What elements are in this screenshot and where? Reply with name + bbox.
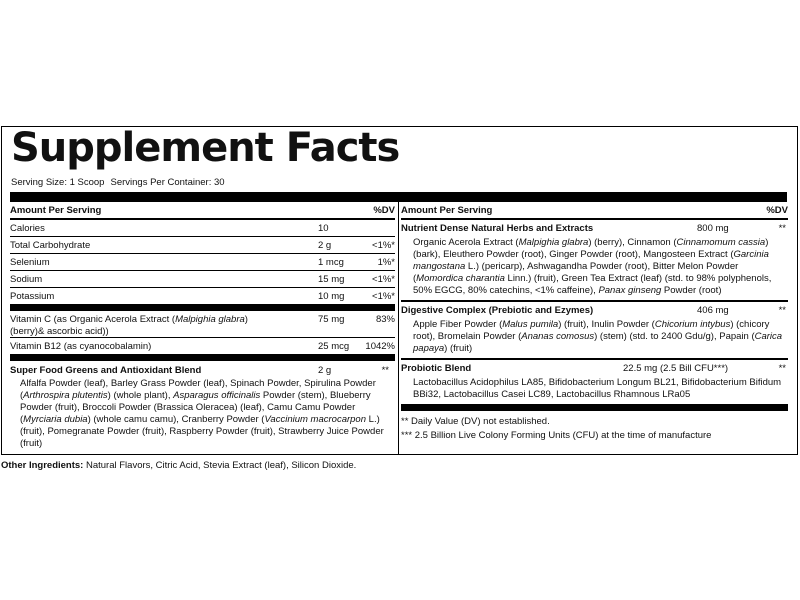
nutrient-dv: <1%*	[372, 240, 395, 251]
section-rule	[401, 358, 788, 360]
text-part: L.) (fruit), Pomegranate Powder (fruit), Raspberry Powder (fruit), Strawberry Juice Powder (fruit)	[20, 414, 384, 449]
nutrient-amount: 75 mg	[318, 314, 345, 325]
dv-heading: %DV	[766, 205, 788, 216]
text-part: ) (berry), Cinnamon (	[588, 237, 677, 248]
text-part: (berry)& ascorbic acid))	[10, 326, 109, 337]
other-ingredients-text: Natural Flavors, Citric Acid, Stevia Extract (leaf), Silicon Dioxide.	[85, 460, 357, 471]
blend-amount: 800 mg	[697, 223, 729, 234]
nutrient-name	[10, 314, 290, 338]
text-part: Alfalfa Powder (leaf), Barley Grass Powder (leaf), Spinach Powder, Spirulina Powder (	[20, 378, 376, 401]
nutrient-dv: <1%*	[372, 291, 395, 302]
nutrient-name: Potassium	[10, 291, 55, 302]
nutrient-amount: 1 mcg	[318, 257, 344, 268]
nutrient-amount: 25 mcg	[318, 341, 350, 352]
blend-row-herbs	[401, 223, 788, 237]
text-part: ) (fruit), Inulin Powder (	[558, 319, 655, 330]
nutrient-row-sodium	[10, 271, 395, 287]
section-thick-rule	[10, 304, 395, 311]
amount-per-serving-heading: Amount Per Serving	[401, 205, 493, 216]
footnotes	[401, 415, 788, 443]
blend-dv: **	[381, 365, 389, 376]
latin-name: Chicorium intybus	[654, 319, 731, 330]
blend-name: Digestive Complex (Prebiotic and Ezymes)	[401, 305, 594, 316]
text-part: ) (bark), Eleuthero Powder (root), Ginger Powder (root), Mangosteen Extract (	[413, 237, 769, 260]
nutrient-dv: <1%*	[372, 274, 395, 285]
serving-size: Serving Size: 1 Scoop	[11, 177, 105, 188]
blend-row-digestive	[401, 305, 788, 319]
blend-amount: 2 g	[318, 365, 332, 376]
blend-ingredients	[10, 378, 395, 450]
text-part: )	[244, 314, 248, 325]
nutrient-amount: 10 mg	[318, 291, 345, 302]
nutrient-dv: 1042%	[365, 341, 395, 352]
latin-name: Malus pumila	[502, 319, 559, 330]
section-rule	[401, 300, 788, 302]
blend-dv: **	[778, 223, 786, 234]
nutrient-row-vitamin-c	[10, 311, 395, 337]
text-part: Powder (stem), Blueberry Powder (fruit), Broccoli Powder (Brassica Oleracea) (leaf), Camu Camu Powder (	[20, 390, 371, 425]
other-ingredients-label: Other Ingredients:	[1, 460, 84, 471]
text-part: Linn.) (fruit), Green Tea Extract (leaf) (std. to 98% polyphenols, 50% EGCG, 80% catechins, <1% caffeine),	[413, 273, 772, 296]
blend-ingredients	[401, 319, 788, 355]
blend-name: Probiotic Blend	[401, 363, 472, 374]
column-divider	[398, 202, 399, 454]
nutrient-amount: 15 mg	[318, 274, 345, 285]
top-thick-rule	[10, 192, 787, 202]
blend-row-super-food	[10, 365, 395, 378]
footnote-cfu: *** 2.5 Billion Live Colony Forming Units (CFU) at the time of manufacture	[401, 430, 712, 441]
nutrient-amount: 2 g	[318, 240, 332, 251]
nutrient-name: Sodium	[10, 274, 43, 285]
text-part: L.) (pericarp), Ashwagandha Powder (root), Bitter Melon Powder (	[413, 261, 739, 284]
text-part: ) (whole plant),	[107, 390, 174, 401]
left-header	[10, 203, 395, 218]
nutrient-row-vitamin-b12	[10, 338, 395, 354]
text-part: ) (fruit)	[444, 343, 473, 354]
text-part: ) (whole camu camu), Cranberry Powder (	[87, 414, 265, 425]
latin-name: Myrciaria dubia	[23, 414, 88, 425]
latin-name: Momordica charantia	[416, 273, 505, 284]
text-part: Powder (root)	[661, 285, 722, 296]
nutrient-name: Calories	[10, 223, 45, 234]
other-ingredients	[1, 460, 356, 471]
nutrient-row-carbohydrate	[10, 237, 395, 253]
header-rule	[401, 218, 788, 220]
nutrient-name: Selenium	[10, 257, 50, 268]
latin-name: Malpighia glabra	[518, 237, 589, 248]
right-column	[401, 203, 788, 443]
nutrient-name: Vitamin B12 (as cyanocobalamin)	[10, 341, 152, 352]
blend-amount: 22.5 mg (2.5 Bill CFU***)	[623, 363, 729, 374]
right-header	[401, 203, 788, 218]
serving-info	[11, 177, 225, 188]
blend-dv: **	[778, 363, 786, 374]
text-part: Vitamin C (as Organic Acerola Extract (	[10, 314, 176, 325]
text-part: ) (stem) (std. to 2400 Gdu/g), Papain (	[594, 331, 755, 342]
blend-amount: 406 mg	[697, 305, 729, 316]
amount-per-serving-heading: Amount Per Serving	[10, 205, 102, 216]
footnote-dv: ** Daily Value (DV) not established.	[401, 416, 550, 427]
nutrient-dv: 1%*	[377, 257, 395, 268]
dv-heading: %DV	[373, 205, 395, 216]
nutrient-row-calories	[10, 220, 395, 236]
nutrient-dv: 83%	[375, 314, 395, 325]
nutrient-amount: 10	[318, 223, 329, 234]
text-part: Apple Fiber Powder (	[413, 319, 503, 330]
blend-ingredients: Lactobacillus Acidophilus LA85, Bifidobacterium Longum BL21, Bifidobacterium Bifidum BBi32, Lactobacillus Casei LC89, Lactobacillus Rhamnous LRa05	[413, 377, 782, 400]
latin-name: Asparagus officinalis	[173, 390, 261, 401]
nutrient-name: Total Carbohydrate	[10, 240, 91, 251]
panel-title: Supplement Facts	[11, 125, 400, 171]
section-thick-rule	[401, 404, 788, 411]
latin-name: Arthrospira plutentis	[23, 390, 108, 401]
section-thick-rule	[10, 354, 395, 361]
left-column	[10, 203, 395, 450]
latin-name: Carica papaya	[413, 331, 783, 354]
latin-name: Vaccinium macrocarpon	[264, 414, 367, 425]
blend-dv: **	[778, 305, 786, 316]
blend-row-probiotic	[401, 363, 788, 377]
nutrient-row-selenium	[10, 254, 395, 270]
blend-name: Nutrient Dense Natural Herbs and Extracts	[401, 223, 594, 234]
blend-ingredients	[401, 237, 788, 297]
nutrient-row-potassium	[10, 288, 395, 304]
blend-name: Super Food Greens and Antioxidant Blend	[10, 365, 202, 376]
latin-name: Cinnamomum cassia	[676, 237, 766, 248]
latin-name: Malpighia glabra	[175, 314, 245, 325]
text-part: ) (chicory root), Bromelain Powder (	[413, 319, 770, 342]
latin-name: Ananas comosus	[521, 331, 595, 342]
latin-name: Panax ginseng	[598, 285, 662, 296]
text-part: Organic Acerola Extract (	[413, 237, 519, 248]
servings-per-container: Servings Per Container: 30	[110, 177, 225, 188]
latin-name: Garcinia mangostana	[413, 249, 769, 272]
